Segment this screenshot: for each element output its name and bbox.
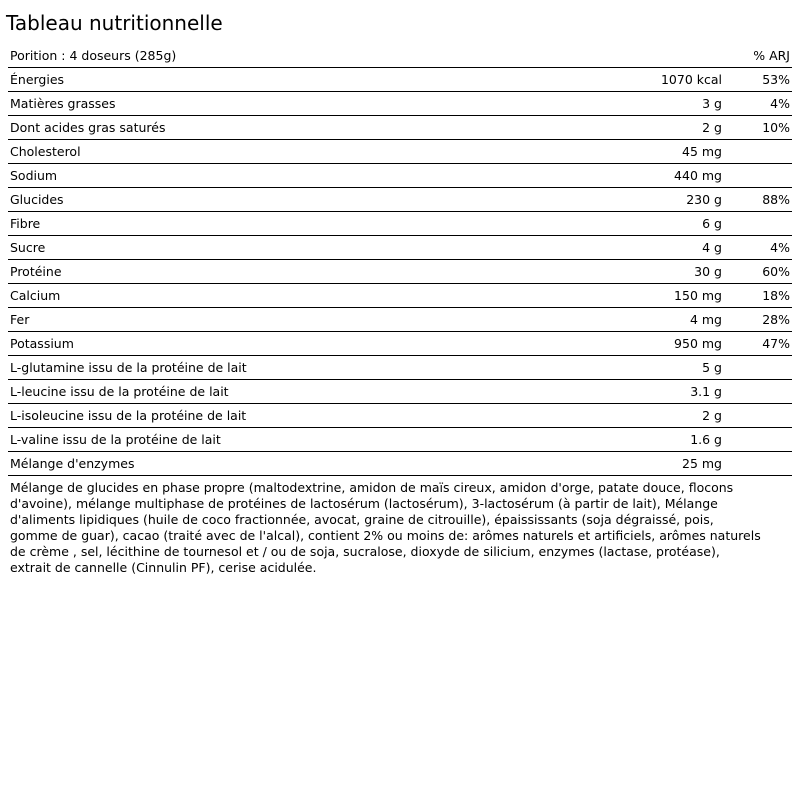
nutrient-label: Dont acides gras saturés	[10, 120, 166, 135]
table-row	[8, 404, 792, 428]
nutrient-label: Sucre	[10, 240, 46, 255]
ingredients-line: extrait de cannelle (Cinnulin PF), cerise acidulée.	[10, 560, 317, 575]
pct-header: % ARJ	[753, 48, 790, 63]
page-title: Tableau nutritionnelle	[6, 11, 223, 35]
nutrient-pct: 47%	[762, 336, 790, 351]
table-header-row	[8, 44, 792, 68]
table-row	[8, 92, 792, 116]
table-row	[8, 356, 792, 380]
nutrient-pct: 18%	[762, 288, 790, 303]
nutrition-table	[8, 44, 792, 476]
nutrient-amount: 150 mg	[674, 288, 722, 303]
nutrient-label: Mélange d'enzymes	[10, 456, 135, 471]
portion-label: Porition : 4 doseurs (285g)	[10, 48, 177, 63]
nutrient-amount: 4 mg	[689, 312, 722, 327]
nutrient-pct: 88%	[762, 192, 790, 207]
nutrient-amount: 4 g	[702, 240, 722, 255]
table-row	[8, 308, 792, 332]
nutrient-amount: 3 g	[702, 96, 722, 111]
ingredients-line: d'aliments lipidiques (huile de coco fractionnée, avocat, graine de citrouille), épaississants (soja dégraissé, pois,	[10, 512, 714, 527]
nutrient-pct: 4%	[770, 240, 790, 255]
table-row	[8, 452, 792, 476]
table-row	[8, 428, 792, 452]
nutrient-label: Glucides	[10, 192, 64, 207]
nutrient-amount: 45 mg	[682, 144, 722, 159]
table-row	[8, 212, 792, 236]
nutrient-amount: 950 mg	[674, 336, 722, 351]
nutrient-label: L-glutamine issu de la protéine de lait	[10, 360, 247, 375]
table-row	[8, 68, 792, 92]
nutrient-amount: 30 g	[694, 264, 722, 279]
ingredients-line: d'avoine), mélange multiphase de protéines de lactosérum (lactosérum), 3-lactosérum (à partir de lait), Mélange	[10, 496, 718, 511]
table-row	[8, 236, 792, 260]
nutrient-pct: 10%	[762, 120, 790, 135]
nutrient-pct: 4%	[770, 96, 790, 111]
nutrient-amount: 3.1 g	[690, 384, 722, 399]
table-row	[8, 116, 792, 140]
nutrient-label: Matières grasses	[10, 96, 116, 111]
nutrient-amount: 2 g	[702, 408, 722, 423]
nutrient-label: Sodium	[10, 168, 58, 183]
table-row	[8, 380, 792, 404]
ingredients-text	[10, 480, 780, 576]
nutrient-label: L-valine issu de la protéine de lait	[10, 432, 221, 447]
nutrient-label: Énergies	[10, 72, 65, 87]
nutrient-label: Protéine	[10, 264, 62, 279]
nutrient-label: Calcium	[10, 288, 61, 303]
nutrient-pct: 53%	[762, 72, 790, 87]
nutrient-label: L-isoleucine issu de la protéine de lait	[10, 408, 247, 423]
nutrient-amount: 2 g	[702, 120, 722, 135]
table-row	[8, 260, 792, 284]
nutrient-label: Fibre	[10, 216, 41, 231]
nutrient-label: L-leucine issu de la protéine de lait	[10, 384, 229, 399]
nutrient-label: Potassium	[10, 336, 74, 351]
table-row	[8, 188, 792, 212]
ingredients-line: de crème , sel, lécithine de tournesol et / ou de soja, sucralose, dioxyde de silicium, enzymes (lactase, protéase),	[10, 544, 720, 559]
nutrient-amount: 230 g	[686, 192, 722, 207]
nutrient-label: Fer	[10, 312, 30, 327]
nutrient-amount: 1.6 g	[690, 432, 722, 447]
table-row	[8, 332, 792, 356]
nutrient-amount: 6 g	[702, 216, 722, 231]
table-row	[8, 164, 792, 188]
nutrient-amount: 25 mg	[682, 456, 722, 471]
nutrient-amount: 1070 kcal	[660, 72, 722, 87]
nutrient-label: Cholesterol	[10, 144, 81, 159]
nutrient-amount: 5 g	[702, 360, 722, 375]
table-row	[8, 284, 792, 308]
ingredients-line: Mélange de glucides en phase propre (maltodextrine, amidon de maïs cireux, amidon d'orge, patate douce, flocons	[10, 480, 734, 495]
nutrient-amount: 440 mg	[674, 168, 722, 183]
ingredients-line: gomme de guar), cacao (traité avec de l'alcal), contient 2% ou moins de: arômes naturels et artificiels, arômes naturels	[10, 528, 761, 543]
nutrient-pct: 28%	[762, 312, 790, 327]
nutrient-pct: 60%	[762, 264, 790, 279]
table-row	[8, 140, 792, 164]
